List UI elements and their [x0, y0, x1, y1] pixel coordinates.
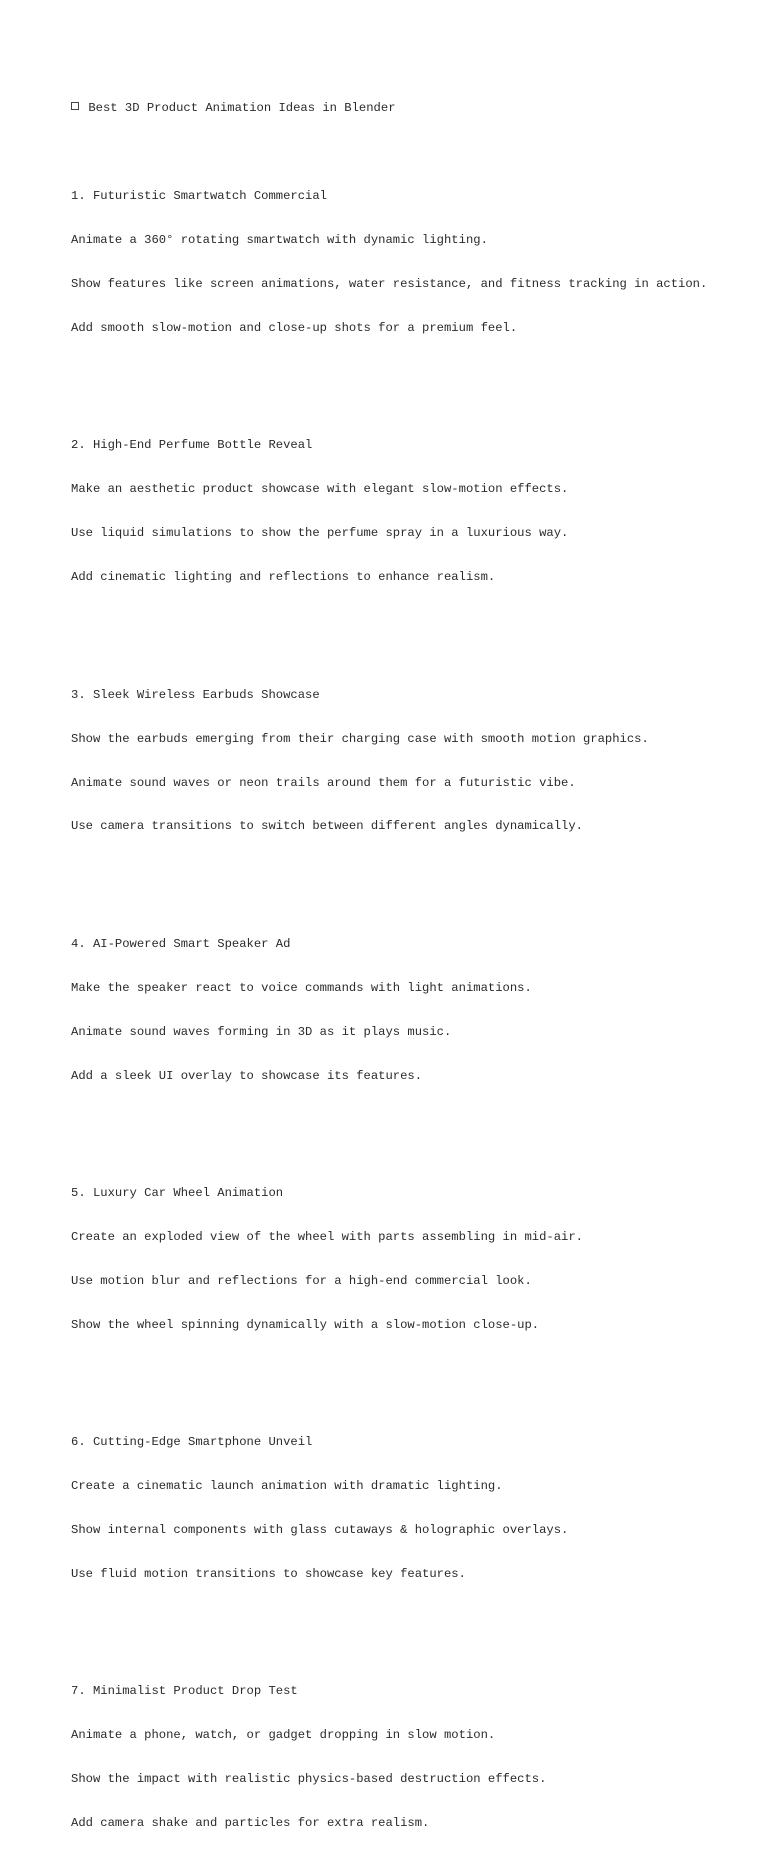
section-line: Animate a phone, watch, or gadget dropping in slow motion.	[71, 1728, 496, 1743]
section-line: Add smooth slow-motion and close-up shots for a premium feel.	[71, 321, 518, 336]
section-line: Add a sleek UI overlay to showcase its features.	[71, 1068, 423, 1083]
section-4	[71, 907, 721, 1112]
section-heading: 2. High-End Perfume Bottle Reveal	[71, 438, 313, 453]
section-1	[71, 160, 721, 365]
document-body	[71, 72, 721, 1875]
document-title: Best 3D Product Animation Ideas in Blender	[88, 101, 396, 116]
section-line: Use fluid motion transitions to showcase key features.	[71, 1566, 466, 1581]
section-heading: 3. Sleek Wireless Earbuds Showcase	[71, 687, 320, 702]
section-heading: 5. Luxury Car Wheel Animation	[71, 1185, 284, 1200]
section-2	[71, 409, 721, 614]
section-line: Create an exploded view of the wheel with parts assembling in mid-air.	[71, 1229, 583, 1244]
section-line: Make the speaker react to voice commands with light animations.	[71, 980, 532, 995]
section-5	[71, 1157, 721, 1362]
section-line: Create a cinematic launch animation with dramatic lighting.	[71, 1479, 503, 1493]
section-line: Show the wheel spinning dynamically with a slow-motion close-up.	[71, 1317, 540, 1332]
document-title-line	[71, 101, 721, 116]
section-line: Add cinematic lighting and reflections to enhance realism.	[71, 570, 496, 585]
section-line: Use camera transitions to switch between different angles dynamically.	[71, 819, 583, 834]
section-line: Show the impact with realistic physics-based destruction effects.	[71, 1772, 547, 1787]
section-line: Animate sound waves or neon trails around them for a futuristic vibe.	[71, 775, 576, 790]
missing-glyph-icon	[71, 102, 79, 110]
section-line: Animate sound waves forming in 3D as it plays music.	[71, 1024, 452, 1039]
section-line: Show the earbuds emerging from their charging case with smooth motion graphics.	[71, 731, 649, 746]
section-heading: 1. Futuristic Smartwatch Commercial	[71, 189, 327, 204]
section-line: Make an aesthetic product showcase with elegant slow-motion effects.	[71, 482, 569, 497]
section-line: Show features like screen animations, water resistance, and fitness tracking in action.	[71, 277, 708, 292]
section-7	[71, 1655, 721, 1860]
section-heading: 4. AI-Powered Smart Speaker Ad	[71, 936, 291, 951]
section-3	[71, 658, 721, 863]
section-line: Use motion blur and reflections for a high-end commercial look.	[71, 1273, 532, 1288]
section-line: Show internal components with glass cutaways & holographic overlays.	[71, 1522, 569, 1537]
section-heading: 7. Minimalist Product Drop Test	[71, 1684, 298, 1699]
section-line: Use liquid simulations to show the perfume spray in a luxurious way.	[71, 526, 569, 541]
section-6	[71, 1406, 721, 1611]
section-heading: 6. Cutting-Edge Smartphone Unveil	[71, 1435, 313, 1450]
section-line: Animate a 360° rotating smartwatch with dynamic lighting.	[71, 233, 488, 248]
section-line: Add camera shake and particles for extra realism.	[71, 1816, 430, 1831]
